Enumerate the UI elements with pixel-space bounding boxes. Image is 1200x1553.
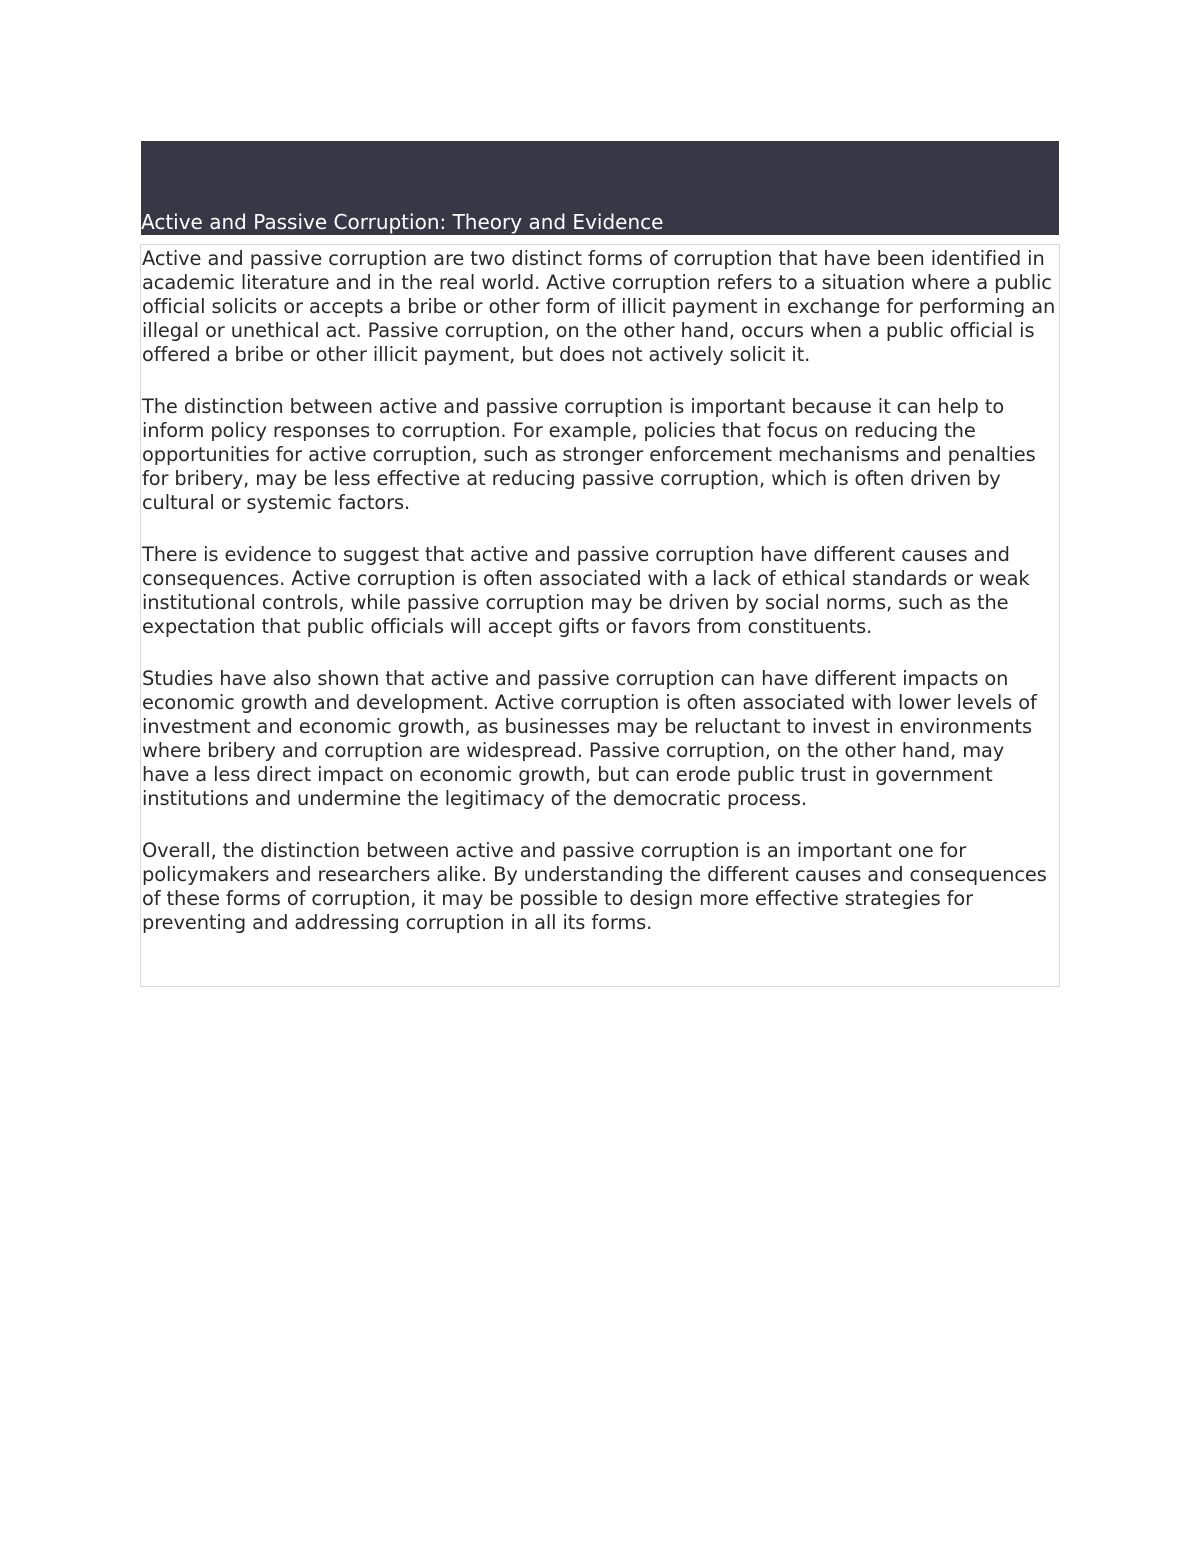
title-banner [141, 141, 1059, 235]
paragraph-2: The distinction between active and passive corruption is important because it can help to inform policy responses to corruption. For example, policies that focus on reducing the opportunities for active corruption, such as stronger enforcement mechanisms and penalties for bribery, may be less effective at reducing passive corruption, which is often driven by cultural or systemic factors. [142, 395, 1036, 514]
paragraph-3: There is evidence to suggest that active and passive corruption have different causes and consequences. Active corruption is often associated with a lack of ethical standards or weak institutional controls, while passive corruption may be driven by social norms, such as the expectation that public officials will accept gifts or favors from constituents. [142, 543, 1030, 638]
paragraph-5: Overall, the distinction between active and passive corruption is an important one for policymakers and researchers alike. By understanding the different causes and consequences of these forms of corruption, it may be possible to design more effective strategies for preventing and addressing corruption in all its forms. [142, 839, 1047, 934]
body-text-container [142, 247, 1057, 935]
paragraph-4: Studies have also shown that active and passive corruption can have different impacts on economic growth and development. Active corruption is often associated with lower levels of investment and economic growth, as businesses may be reluctant to invest in environments where bribery and corruption are widespread. Passive corruption, on the other hand, may have a less direct impact on economic growth, but can erode public trust in government institutions and undermine the legitimacy of the democratic process. [142, 667, 1037, 810]
document-title: Active and Passive Corruption: Theory and Evidence [141, 210, 664, 234]
paragraph-1: Active and passive corruption are two distinct forms of corruption that have been identified in academic literature and in the real world. Active corruption refers to a situation where a public official solicits or accepts a bribe or other form of illicit payment in exchange for performing an illegal or unethical act. Passive corruption, on the other hand, occurs when a public official is offered a bribe or other illicit payment, but does not actively solicit it. [142, 247, 1056, 366]
document-body [140, 244, 1060, 987]
